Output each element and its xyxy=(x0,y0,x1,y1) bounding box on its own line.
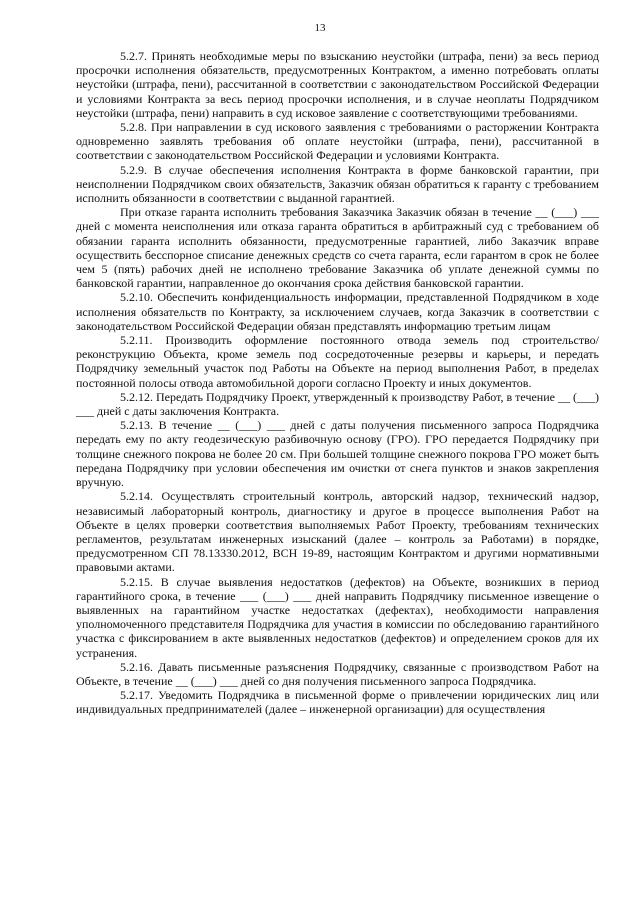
clause-5-2-17: 5.2.17. Уведомить Подрядчика в письменной форме о привлечении юридических лиц или индивидуальных предпринимателей (далее – инженерной организации) для осуществления xyxy=(76,688,599,717)
page-number: 13 xyxy=(314,22,326,34)
clause-5-2-16: 5.2.16. Давать письменные разъяснения Подрядчику, связанные с производством Работ на Объекте, в течение __ (___) ___ дней со дня получения письменного запроса Подрядчика. xyxy=(76,659,599,688)
clause-5-2-11: 5.2.11. Производить оформление постоянного отвода земель под строительство/реконструкцию Объекта, кроме земель под сосредоточенные резервы и карьеры, и передать Подрядчику земельный участок под Работы на Объекте на период выполнения Работ, в пределах постоянной полосы отвода автомобильной дороги согласно Проекту и иных документов. xyxy=(76,333,599,390)
clause-5-2-13: 5.2.13. В течение __ (___) ___ дней с даты получения письменного запроса Подрядчика передать ему по акту геодезическую разбивочную основу (ГРО). ГРО передается Подрядчику при толщине снежного покрова не более 20 см. При большей толщине снежного покрова ГРО может быть передана Подрядчику при условии обеспечения им очистки от снега пунктов и знаков закрепления вручную. xyxy=(76,418,599,490)
clause-5-2-10: 5.2.10. Обеспечить конфиденциальность информации, представленной Подрядчиком в ходе исполнения обязательств по Контракту, за исключением случаев, когда Заказчик в соответствии с законодательством Российской Федерации обязан представлять информацию третьим лицам xyxy=(76,290,599,333)
clause-5-2-12: 5.2.12. Передать Подрядчику Проект, утвержденный к производству Работ, в течение __ (___) ___ дней с даты заключения Контракта. xyxy=(76,389,599,419)
clause-5-2-9: 5.2.9. В случае обеспечения исполнения Контракта в форме банковской гарантии, при неисполнении Подрядчиком своих обязательств, Заказчик обязан обратиться к гаранту с требованием исполнить обязанности в соответствии с выданной гарантией. xyxy=(76,162,599,206)
clause-5-2-15: 5.2.15. В случае выявления недостатков (дефектов) на Объекте, возникших в период гарантийного срока, в течение ___ (___) ___ дней направить Подрядчику письменное извещение о выявленных на гарантийном участке недостатках (дефектах), необходимости направления уполномоченного представителя Подрядчика для участия в комиссии по обследованию гарантийного участка с фиксированием в акте выявленных недостатков (дефектов) и определением сроков для их устранения. xyxy=(76,574,599,660)
clause-5-2-7: 5.2.7. Принять необходимые меры по взысканию неустойки (штрафа, пени) за весь период просрочки исполнения обязательств, предусмотренных Контрактом, а именно потребовать оплаты неустойки (штрафа, пени), рассчитанной в соответствии с законодательством Российской Федерации и условиями Контракта за весь период просрочки исполнения, и в случае неоплаты Подрядчиком неустойки (штрафа, пени) направить в суд исковое заявление с соответствующими требованиями. xyxy=(76,49,599,120)
document-body xyxy=(76,49,599,717)
clause-5-2-8: 5.2.8. При направлении в суд искового заявления с требованиями о расторжении Контракта одновременно заявлять требования об оплате неустойки (штрафа, пени), рассчитанной в соответствии с законодательством Российской Федерации и условиями Контракта. xyxy=(76,120,599,163)
clause-5-2-9-guarantor-refusal: При отказе гаранта исполнить требования Заказчика Заказчик обязан в течение __ (___) ___ дней с момента неисполнения или отказа гаранта обратиться в арбитражный суд с требованием об обязании гаранта исполнить обязанности, предусмотренные гарантией, либо Заказчик вправе осуществить бесспорное списание денежных средств со счета гаранта, если гарантом в срок не более чем 5 (пять) рабочих дней не исполнено требование Заказчика об уплате денежной суммы по банковской гарантии, направленное до окончания срока действия банковской гарантии. xyxy=(76,205,599,291)
clause-5-2-14: 5.2.14. Осуществлять строительный контроль, авторский надзор, технический надзор, независимый лабораторный контроль, диагностику и другое в процессе выполнения Работ на Объекте в целях проверки соответствия выполняемых Работ Проекту, требованиям технических регламентов, результатам инженерных изысканий (далее – контроль за Работами) в порядке, предусмотренном СП 78.13330.2012, ВСН 19-89, настоящим Контрактом и другими нормативными правовыми актами. xyxy=(76,489,599,575)
